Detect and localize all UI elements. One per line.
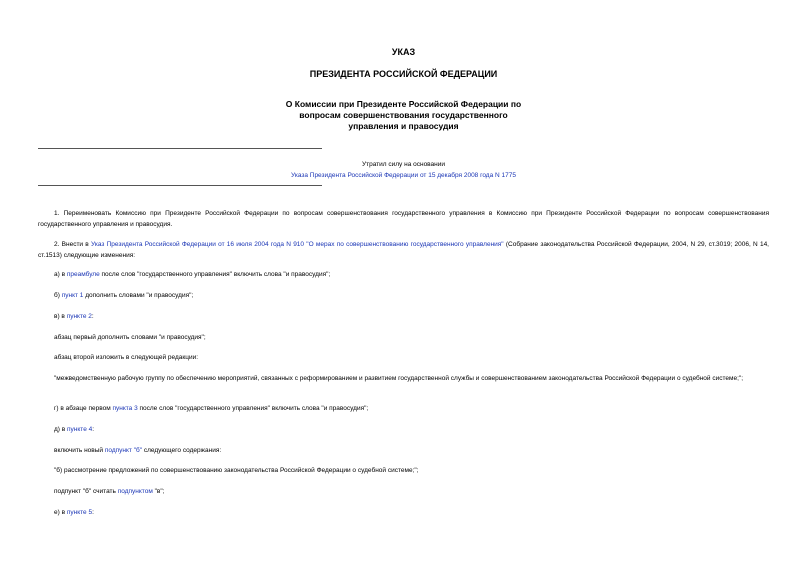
divider-top [38,148,322,149]
subpoint-b-link[interactable]: подпункт "б" [104,447,143,454]
point-3-link[interactable]: пункта 3 [112,405,138,412]
subpoint-link[interactable]: подпунктом [117,488,153,495]
item-d-quote: "б) рассмотрение предложений по совершенствованию законодательства Российской Федерации о судебной системе;"; [54,467,419,474]
title-line-3: управления и правосудия [348,121,459,131]
status-note [0,159,807,181]
paragraph-2: 2. Внести в Указ Президента Российской Федерации от 16 июля 2004 года N 910 "О мерах по совершенствованию государственного управления" (Собрание законодательства Российской Федерации, 2004, N 29, ст.3019; 2006, N 14, ст.1513) следующие изменения: [38,241,769,259]
item-d-paragraph-3: подпункт "б" считать подпунктом "в"; [54,488,165,495]
preamble-link[interactable]: преамбуле [66,271,100,278]
title-line-1: О Комиссии при Президенте Российской Федерации по [285,99,522,109]
item-g: г) в абзаце первом пункта 3 после слов "государственного управления" включить слова "и правосудия"; [54,405,369,412]
item-v-quote: "межведомственную рабочую группу по обеспечению мероприятий, связанных с реформированием и развитием государственной службы и совершенствованием законодательства Российской Федерации о судебной системе;"; [54,375,744,382]
decree-910-link[interactable]: Указ Президента Российской Федерации от 16 июля 2004 года N 910 "О мерах по совершенствованию государственного управления" [91,241,504,248]
point-1-link[interactable]: пункт 1 [61,292,84,299]
item-e: е) в пункте 5: [54,509,94,516]
point-2-link[interactable]: пункте 2 [66,313,92,320]
point-4-link[interactable]: пункте 4 [67,426,93,433]
paragraph-1: 1. Переименовать Комиссию при Президенте Российской Федерации по вопросам совершенствования государственного управления в Комиссию при Президенте Российской Федерации по вопросам совершенствования государственного управления и правосудия. [38,210,769,228]
title-line-2: вопросам совершенствования государственного [299,110,508,120]
item-a: а) в преамбуле после слов "государственного управления" включить слова "и правосудия"; [54,271,331,278]
item-v: в) в пункте 2: [54,313,94,320]
point-5-link[interactable]: пункте 5 [66,509,93,516]
repeal-link[interactable]: Указа Президента Российской Федерации от 15 декабря 2008 года N 1775 [291,172,516,179]
document-title [0,99,807,132]
item-b: б) пункт 1 дополнить словами "и правосудия"; [54,292,194,299]
doc-type-heading: УКАЗ [391,47,416,57]
status-label: Утратил силу на основании [361,161,446,168]
item-d: д) в пункте 4: [54,426,95,433]
divider-bottom [38,185,322,186]
item-d-paragraph-1: включить новый подпункт "б" следующего содержания: [54,447,222,454]
issuer-heading: ПРЕЗИДЕНТА РОССИЙСКОЙ ФЕДЕРАЦИИ [309,69,498,79]
item-v-paragraph-1: абзац первый дополнить словами "и правосудия"; [54,334,206,341]
item-v-paragraph-2: абзац второй изложить в следующей редакции: [54,354,199,361]
